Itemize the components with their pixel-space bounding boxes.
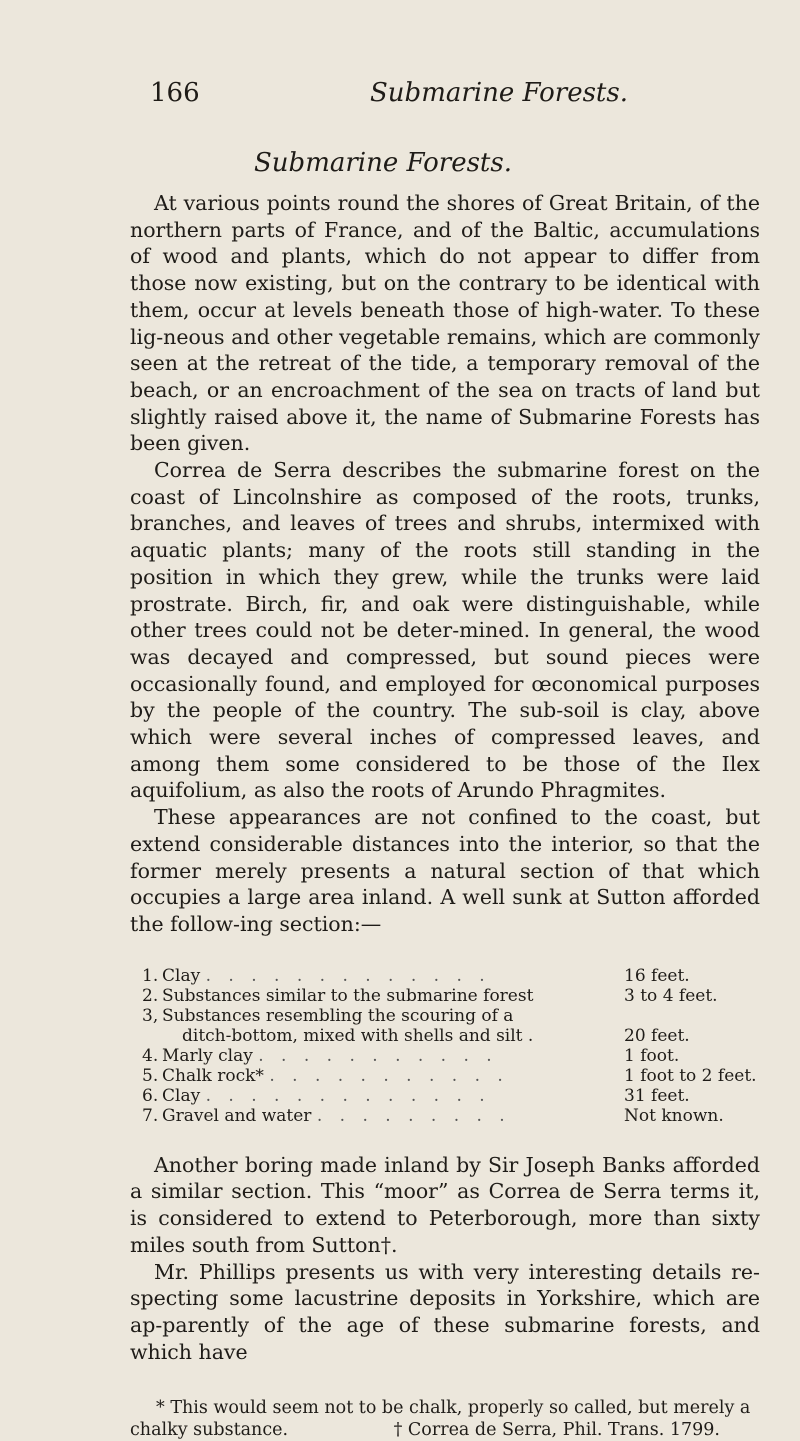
section-list-item: 4. Marly clay . . . . . . . . . . . 1 foot. [142, 1045, 680, 1066]
paragraph-1: At various points round the shores of Great Britain, of the northern parts of France, and of the Baltic, accumulations of wood and plants, which do not appear to differ from those now existing, but on the contrary to be identical with them, occur at levels beneath those of high-water. To these lig-neous and other vegetable remains, which are commonly seen at the retreat of the tide, a temporary removal of the beach, or an encroachment of the sea on tracts of land but slightly raised above it, the name of Submarine Forests has been given. [130, 191, 760, 456]
page-number: 166 [150, 78, 200, 108]
section-list-item: 6. Clay . . . . . . . . . . . . . 31 feet. [142, 1085, 690, 1106]
section-list-item: 3, Substances resembling the scouring of a [142, 1005, 514, 1026]
paragraph-2: Correa de Serra describes the submarine forest on the coast of Lincolnshire as composed of the roots, trunks, branches, and leaves of trees and shrubs, intermixed with aquatic plants; many of the roots still standing in the position in which they grew, while the trunks were laid prostrate. Birch, fir, and oak were distinguishable, while other trees could not be deter-mined. In general, the wood was decayed and compressed, but sound pieces were occasionally found, and employed for œconomical purposes by the people of the country. The sub-soil is clay, above which were several inches of compressed leaves, and among them some considered to be those of the Ilex aquifolium, as also the roots of Arundo Phragmites. [130, 458, 760, 803]
paragraph-5: Mr. Phillips presents us with very interesting details re-specting some lacustrine deposits in Yorkshire, which are ap-parently of the age of these submarine forests, and which have [130, 1259, 760, 1364]
section-list-item: 7. Gravel and water . . . . . . . . . Not known. [142, 1105, 724, 1126]
footnote-1-continued: chalky substance. [130, 1420, 289, 1441]
section-list-item: ditch-bottom, mixed with shells and silt . 20 feet. [182, 1025, 690, 1046]
paragraph-3: These appearances are not confined to the coast, but extend considerable distances into the interior, so that the former merely presents a natural section of that which occupies a large area inland. A well sunk at Sutton afforded the follow-ing section:— [130, 805, 760, 936]
paragraph-4: Another boring made inland by Sir Joseph Banks afforded a similar section. This “moor” as Correa de Serra terms it, is considered to extend to Peterborough, more than sixty miles south from Sutton†. [130, 1152, 760, 1257]
footnote-row [130, 1419, 760, 1441]
running-head: Submarine Forests. [370, 78, 628, 108]
footnote-1: * This would seem not to be chalk, properly so called, but merely a [156, 1398, 751, 1419]
footnotes [130, 1397, 760, 1441]
page-header [130, 70, 760, 110]
section-list-item: 5. Chalk rock* . . . . . . . . . . . 1 foot to 2 feet. [142, 1065, 757, 1086]
section-title: Submarine Forests. [254, 148, 512, 178]
footnote-2: † Correa de Serra, Phil. Trans. 1799. [393, 1420, 720, 1441]
section-list-item: 2. Substances similar to the submarine forest 3 to 4 feet. [142, 985, 718, 1006]
section-list-item: 1. Clay . . . . . . . . . . . . . 16 feet. [142, 965, 690, 986]
well-section-list [142, 966, 760, 1126]
book-page [130, 70, 760, 1441]
